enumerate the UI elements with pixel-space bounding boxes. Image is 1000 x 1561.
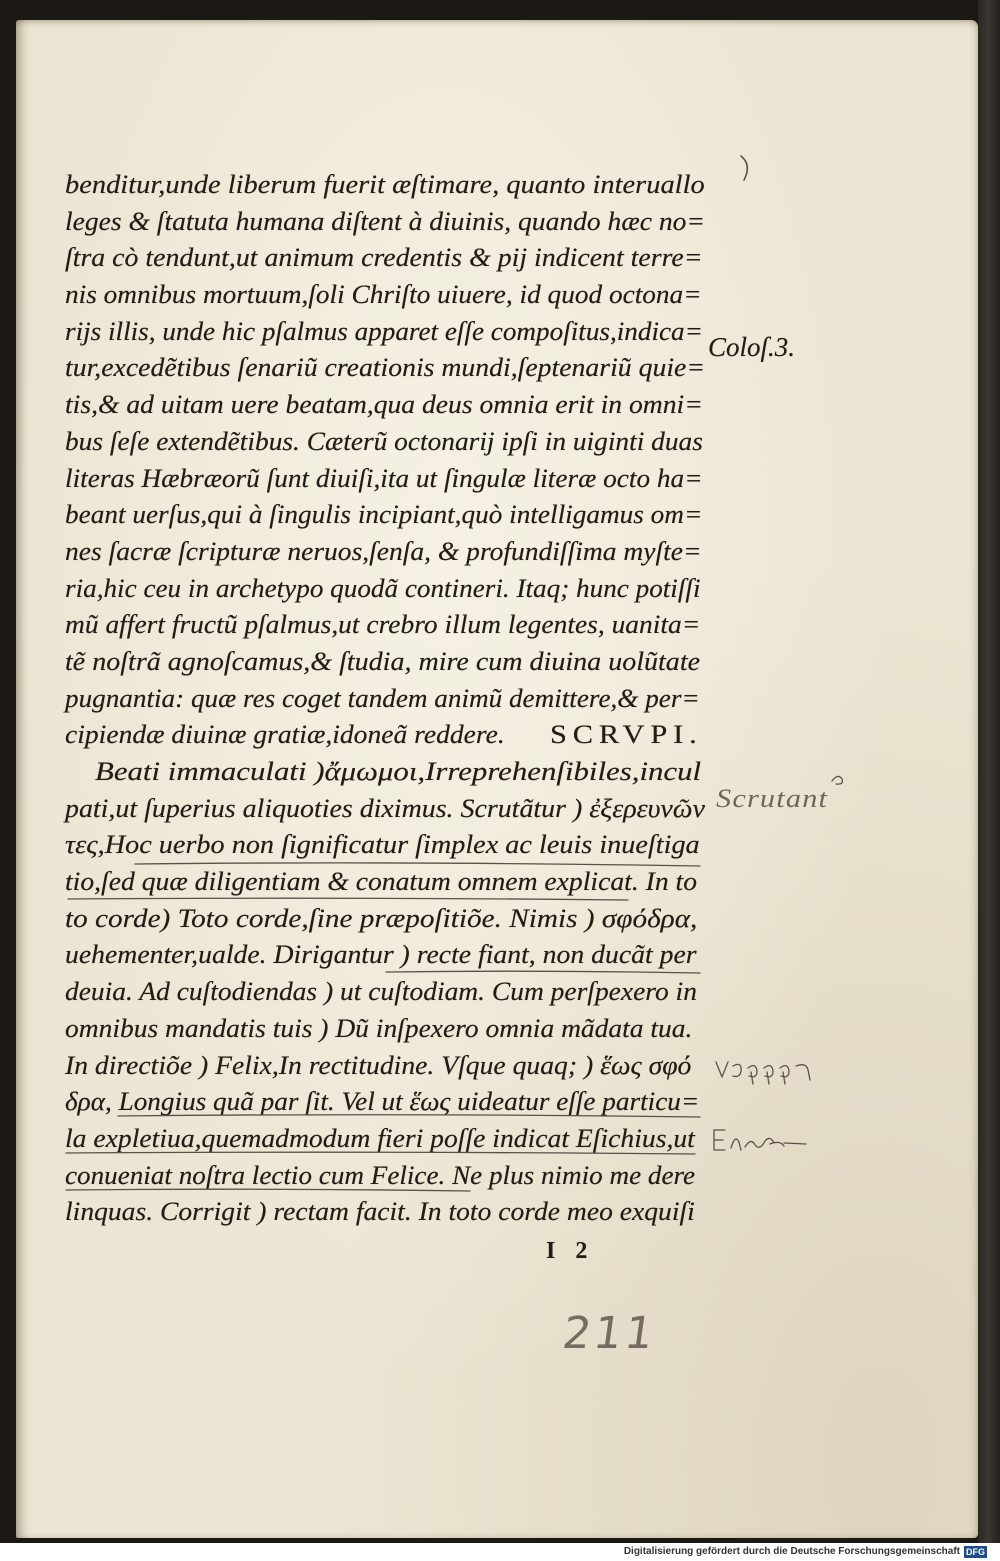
text-line: benditur,unde liberum fuerit æſtimare, quanto interuallo [65,170,705,199]
text-line: conueniat noſtra lectio cum Felice. Ne plus nimio me dere [65,1160,696,1190]
dfg-logo: DFG [966,1547,985,1557]
text-line: deuia. Ad cuſtodiendas ) ut cuſtodiam. Cum perſpexero in [65,977,697,1007]
text-line: pugnantia: quæ res coget tandem animũ demittere,& per= [65,683,700,713]
text-line [65,717,705,754]
text-line: tis,& ad uitam uere beatam,qua deus omnia erit in omni= [65,390,703,420]
text-line: In directiõe ) Felix,In rectitudine. Vſque quaq; ) ἕως σφό [65,1050,692,1080]
text-line: mũ affert fructũ pſalmus,ut crebro illum legentes, uanita= [65,610,701,640]
funding-credit: Digitalisierung gefördert durch die Deutsche Forschungsgemeinschaft [623,1546,960,1557]
text-line: bus ſeſe extendẽtibus. Cæterũ octonarij ipſi in uiginti duas [65,426,703,456]
text-line: beant uerſus,qui à ſingulis incipiant,quò intelligamus om= [65,500,703,530]
text-line: nis omnibus mortuum,ſoli Chriſto uiuere, id quod octona= [65,280,702,310]
handwritten-margin-note: Scrutant [716,784,829,813]
text-line: omnibus mandatis tuis ) Dũ inſpexero omnia mãdata tua. [65,1013,693,1043]
text-line: literas Hæbræorũ ſunt diuiſi,ita ut ſingulæ literæ octo ha= [65,463,703,493]
handwritten-folio-number: 211 [559,1308,660,1359]
text-line: la expletiua,quemadmodum fieri poſſe indicat Eſichius,ut [65,1123,695,1153]
text-line-main: cipiendæ diuinæ gratiæ,idoneã reddere. [65,720,505,750]
text-line: to corde) Toto corde,ſine præpoſitiõe. Nimis ) σφόδρα, [65,903,698,933]
text-line: leges & ſtatuta humana diſtent à diuinis, quando hæc no= [65,206,705,236]
text-line: ria,hic ceu in archetypo quodã contineri. Itaq; hunc potiſſi [65,573,701,603]
section-heading: SCRVPI. [550,720,703,750]
digitization-footer [0,1543,1000,1561]
text-line: tẽ noſtrã agnoſcamus,& ſtudia, mire cum diuina uolũtate [65,646,701,676]
printed-margin-note: Coloſ.3. [708,332,796,362]
text-line: ſtra cò tendunt,ut animum credentis & pij indicent terre= [65,243,703,273]
text-line: rijs illis, unde hic pſalmus apparet eſſe compoſitus,indica= [65,316,703,346]
signature-mark: I 2 [546,1238,588,1264]
scan-edge [978,0,1000,1543]
text-line: uehementer,ualde. Dirigantur ) recte fiant, non ducãt per [65,940,697,970]
text-line: Beati immaculati )ἄμωμοι,Irreprehenſibiles,incul [95,757,702,786]
text-line: linquas. Corrigit ) rectam facit. In toto corde meo exquiſi [65,1197,695,1227]
text-line: pati,ut ſuperius aliquoties diximus. Scrutãtur ) ἐξερευνῶν [65,793,705,823]
text-line: τες,Hoc uerbo non ſignificatur ſimplex ac leuis inueſtiga [65,830,700,860]
text-line: δρα, Longius quã par ſit. Vel ut ἕως uideatur eſſe particu= [65,1087,700,1117]
text-line: tur,excedẽtibus ſenariũ creationis mundi,ſeptenariũ quie= [65,353,706,383]
text-line: tio,ſed quæ diligentiam & conatum omnem explicat. In to [65,867,698,897]
main-text-block [65,167,705,1231]
text-line: nes ſacræ ſcripturæ neruos,ſenſa, & profundiſſima myſte= [65,536,702,566]
